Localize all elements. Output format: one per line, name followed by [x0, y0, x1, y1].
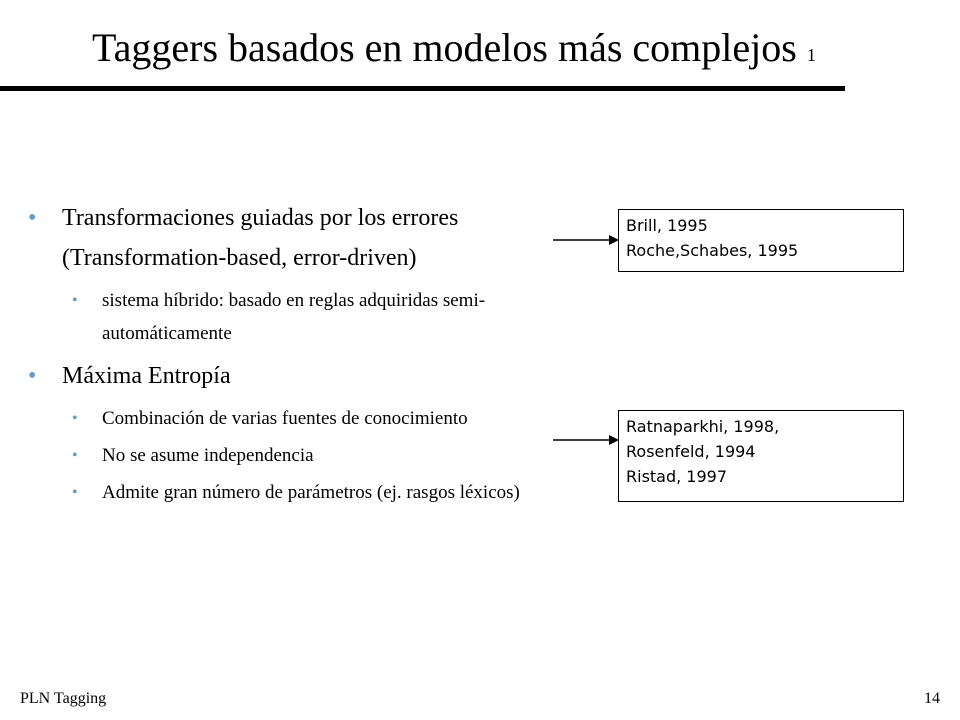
bullet-dot-icon: •: [72, 410, 78, 427]
sub-bullet-item: [28, 284, 588, 350]
bullet-item: [28, 356, 588, 396]
slide-title-text: Taggers basados en modelos más complejos: [92, 25, 797, 70]
sub-bullet-item: [28, 476, 588, 509]
bullet-dot-icon: •: [72, 447, 78, 464]
sub-bullet-item: [28, 439, 588, 472]
reference-line: Ristad, 1997: [626, 467, 728, 486]
sub-bullet-text: No se asume independencia: [102, 445, 314, 466]
title-underline: [0, 86, 845, 91]
reference-box-brill: [618, 209, 904, 272]
sub-bullet-text: Combinación de varias fuentes de conocimiento: [102, 408, 468, 429]
bullet-dot-icon: •: [72, 484, 78, 501]
bullet-list: [28, 198, 588, 513]
arrow-right-icon: [553, 233, 619, 247]
slide-title: [92, 22, 816, 81]
reference-line: Rosenfeld, 1994: [626, 442, 756, 461]
sub-bullet-text: sistema híbrido: basado en reglas adquiridas semi-automáticamente: [102, 290, 486, 344]
bullet-dot-icon: •: [28, 363, 37, 389]
reference-line: Roche,Schabes, 1995: [626, 241, 799, 260]
bullet-text: Máxima Entropía: [62, 363, 231, 389]
reference-box-maxent: [618, 410, 904, 502]
reference-line: Brill, 1995: [626, 216, 708, 235]
bullet-text: Transformaciones guiadas por los errores (Transformation-based, error-driven): [62, 205, 459, 271]
reference-line: Ratnaparkhi, 1998,: [626, 417, 780, 436]
slide-title-sub: 1: [806, 45, 816, 65]
bullet-dot-icon: •: [28, 205, 37, 231]
bullet-dot-icon: •: [72, 292, 78, 309]
bullet-item: [28, 198, 588, 278]
sub-bullet-item: [28, 402, 588, 435]
page-number: 14: [924, 690, 940, 707]
sub-bullet-text: Admite gran número de parámetros (ej. rasgos léxicos): [102, 482, 520, 503]
arrow-right-icon: [553, 433, 619, 447]
footer-label: PLN Tagging: [20, 690, 107, 707]
